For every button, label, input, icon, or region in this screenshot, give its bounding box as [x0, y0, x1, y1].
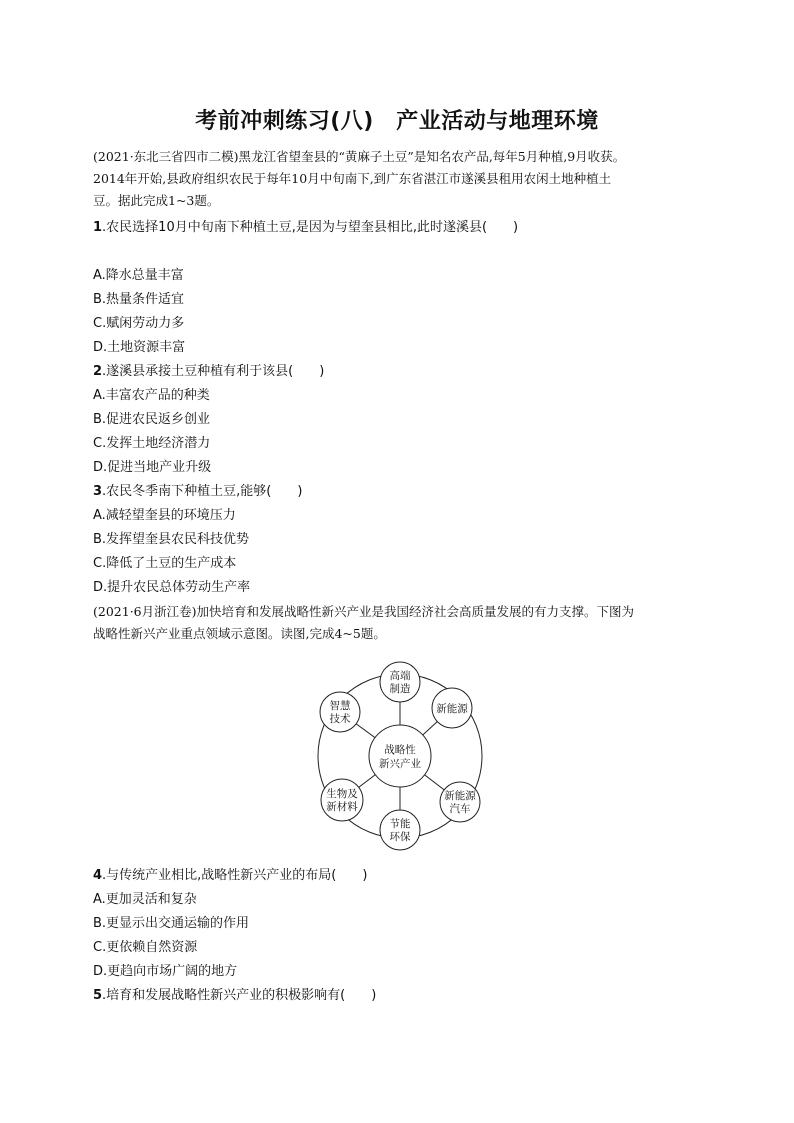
- question-3: [93, 482, 302, 502]
- question-1: [93, 218, 518, 238]
- option-4a: A.更加灵活和复杂: [93, 892, 197, 907]
- passage-1-line: 豆。据此完成1~3题。: [93, 193, 220, 208]
- passage-1-line: 2014年开始,县政府组织农民于每年10月中旬南下,到广东省湛江市遂溪县租用农闲土地种植土: [93, 171, 612, 186]
- node-label: 生物及: [326, 788, 358, 800]
- question-number: 3: [93, 484, 103, 499]
- option-4d: D.更趋向市场广阔的地方: [93, 964, 238, 979]
- node-label: 节能: [389, 818, 411, 830]
- node-label: 环保: [389, 831, 411, 843]
- passage-1: [93, 146, 703, 212]
- passage-2-line: (2021·6月浙江卷)加快培育和发展战略性新兴产业是我国经济社会高质量发展的有力支撑。下图为: [93, 604, 634, 619]
- option-3b: B.发挥望奎县农民科技优势: [93, 532, 250, 547]
- option-2b: B.促进农民返乡创业: [93, 412, 211, 427]
- question-stem: .与传统产业相比,战略性新兴产业的布局( ): [102, 868, 368, 883]
- center-label: 新兴产业: [379, 758, 421, 770]
- center-label: 战略性: [384, 744, 416, 756]
- node-energy-saving: [380, 810, 420, 850]
- question-number: 2: [93, 364, 103, 379]
- question-number: 4: [93, 868, 103, 883]
- node-label: 新能源: [436, 703, 468, 715]
- question-5: [93, 986, 376, 1006]
- node-new-energy-vehicles: [440, 782, 480, 822]
- node-new-energy: [432, 688, 472, 728]
- node-label: 新材料: [326, 801, 358, 813]
- passage-2-line: 战略性新兴产业重点领域示意图。读图,完成4~5题。: [93, 626, 386, 641]
- node-high-end-manufacturing: [380, 662, 420, 702]
- option-1b: B.热量条件适宜: [93, 292, 185, 307]
- option-2c: C.发挥土地经济潜力: [93, 436, 211, 451]
- passage-2: [93, 601, 703, 645]
- option-4c: C.更依赖自然资源: [93, 940, 198, 955]
- node-label: 汽车: [449, 803, 471, 815]
- question-stem: .农民冬季南下种植土豆,能够( ): [102, 484, 303, 499]
- node-smart-technology: [320, 692, 360, 732]
- question-number: 1: [93, 220, 103, 235]
- option-4b: B.更显示出交通运输的作用: [93, 916, 250, 931]
- node-label: 制造: [389, 683, 411, 695]
- option-3d: D.提升农民总体劳动生产率: [93, 580, 251, 595]
- node-label: 智慧: [329, 700, 351, 712]
- option-3a: A.减轻望奎县的环境压力: [93, 508, 236, 523]
- option-1c: C.赋闲劳动力多: [93, 316, 185, 331]
- node-label: 新能源: [444, 790, 476, 802]
- question-number: 5: [93, 988, 103, 1003]
- node-label: 高端: [389, 670, 411, 682]
- option-1a: A.降水总量丰富: [93, 268, 184, 283]
- passage-1-line: (2021·东北三省四市二模)黑龙江省望奎县的“黄麻子土豆”是知名农产品,每年5月种植,9月收获。: [93, 149, 626, 164]
- question-4: [93, 866, 367, 886]
- option-2d: D.促进当地产业升级: [93, 460, 212, 475]
- question-stem: .农民选择10月中旬南下种植土豆,是因为与望奎县相比,此时遂溪县( ): [102, 220, 519, 235]
- option-3c: C.降低了土豆的生产成本: [93, 556, 237, 571]
- option-2a: A.丰富农产品的种类: [93, 388, 210, 403]
- question-stem: .培育和发展战略性新兴产业的积极影响有( ): [102, 988, 377, 1003]
- node-label: 技术: [329, 713, 351, 725]
- center-node: [369, 725, 431, 787]
- question-stem: .遂溪县承接土豆种植有利于该县( ): [102, 364, 325, 379]
- question-2: [93, 362, 324, 382]
- strategic-industries-diagram: [300, 656, 500, 861]
- node-bio-materials: [321, 779, 363, 821]
- option-1d: D.土地资源丰富: [93, 340, 186, 355]
- page-title: 考前冲刺练习(八) 产业活动与地理环境: [195, 109, 599, 134]
